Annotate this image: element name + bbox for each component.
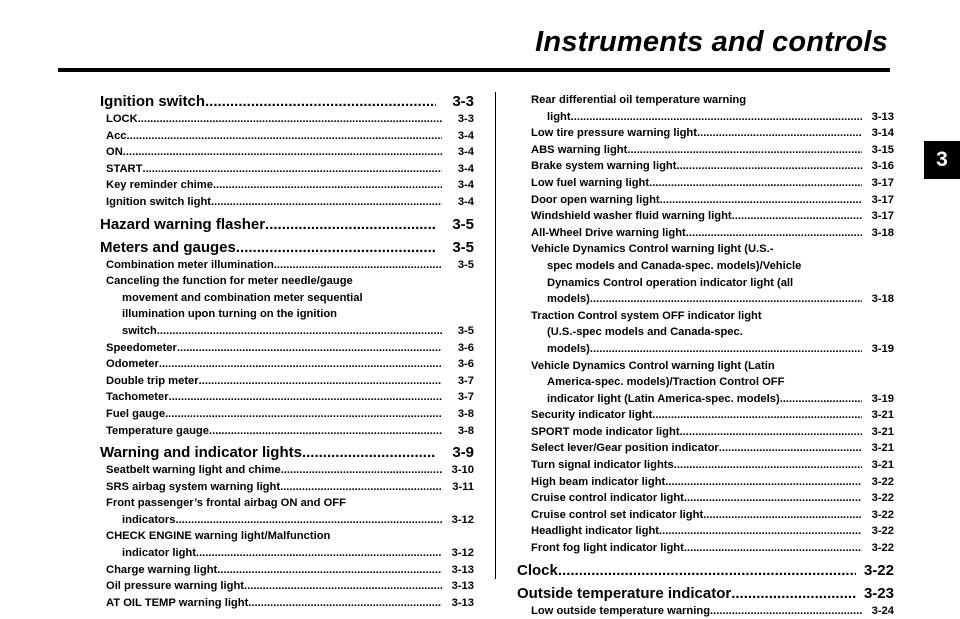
dot-leader xyxy=(558,561,856,580)
toc-entry-title: illumination upon turning on the ignition xyxy=(122,308,338,321)
dot-leader xyxy=(175,512,442,529)
toc-entry-title: Vehicle Dynamics Control warning light (Latin xyxy=(531,359,775,372)
toc-page-number: 3-23 xyxy=(863,584,894,602)
dot-leader xyxy=(731,584,856,603)
toc-entry[interactable] xyxy=(517,175,894,192)
toc-entry[interactable] xyxy=(517,241,894,307)
toc-page-number: 3-3 xyxy=(452,93,474,110)
toc-page-number: 3-6 xyxy=(457,341,474,354)
toc-entry-title: light xyxy=(547,110,571,123)
toc-page-number: 3-11 xyxy=(452,480,474,493)
toc-entry-title: spec models and Canada-spec. models)/Vehicle xyxy=(547,259,802,272)
toc-page-number: 3-19 xyxy=(871,342,894,355)
toc-entry[interactable] xyxy=(100,373,474,390)
dot-leader xyxy=(138,111,442,128)
toc-entry[interactable] xyxy=(100,144,474,161)
toc-entry-title: Meters and gauges xyxy=(100,238,236,256)
toc-page-number: 3-21 xyxy=(871,409,894,422)
toc-page-number: 3-19 xyxy=(871,392,894,405)
toc-entry[interactable] xyxy=(517,92,894,125)
dot-leader xyxy=(684,490,862,507)
toc-page-number: 3-22 xyxy=(871,542,894,555)
toc-entry[interactable] xyxy=(100,177,474,194)
toc-entry-title: Oil pressure warning light xyxy=(106,580,245,593)
toc-entry[interactable] xyxy=(100,111,474,128)
toc-entry-title: Combination meter illumination xyxy=(106,258,274,271)
toc-entry-title: switch xyxy=(122,324,157,337)
toc-page-number: 3-3 xyxy=(457,113,474,125)
toc-entry-title: CHECK ENGINE warning light/Malfunction xyxy=(106,530,331,543)
toc-entry[interactable] xyxy=(517,490,894,507)
toc-entry[interactable] xyxy=(517,308,894,358)
toc-entry-title: Front passenger’s frontal airbag ON and OFF xyxy=(106,497,346,510)
toc-entry-title: (U.S.-spec models and Canada-spec. xyxy=(547,326,743,339)
toc-page-number: 3-17 xyxy=(871,193,894,206)
toc-entry-title: Fuel gauge xyxy=(106,407,166,420)
toc-page-number: 3-16 xyxy=(871,160,894,173)
header-divider xyxy=(58,68,890,72)
toc-entry-title: models) xyxy=(547,342,590,355)
toc-page-number: 3-22 xyxy=(871,475,894,488)
toc-page-number: 3-13 xyxy=(871,110,894,123)
toc-entry-title: Front fog light indicator light xyxy=(531,542,684,555)
toc-entry[interactable] xyxy=(100,443,474,462)
toc-entry-title: Hazard warning flasher xyxy=(100,215,266,233)
dot-leader xyxy=(703,507,862,524)
toc-entry-title: Low outside temperature warning xyxy=(531,604,711,617)
toc-page-number: 3-5 xyxy=(457,324,474,337)
dot-leader xyxy=(680,424,862,441)
dot-leader xyxy=(142,161,442,178)
dot-leader xyxy=(652,407,862,424)
toc-entry[interactable] xyxy=(100,406,474,423)
toc-entry[interactable] xyxy=(517,192,894,209)
dot-leader xyxy=(665,474,862,491)
toc-entry-title: Door open warning light xyxy=(531,193,660,206)
toc-entry[interactable] xyxy=(100,215,474,234)
toc-entry[interactable] xyxy=(517,507,894,524)
toc-page-number: 3-4 xyxy=(457,129,474,142)
toc-entry[interactable] xyxy=(100,161,474,178)
toc-entry[interactable] xyxy=(100,273,474,339)
dot-leader xyxy=(265,215,436,234)
toc-page-number: 3-7 xyxy=(457,374,474,387)
toc-entry[interactable] xyxy=(100,340,474,357)
toc-entry-title: Vehicle Dynamics Control warning light (U.S.- xyxy=(531,243,774,256)
toc-page-number: 3-4 xyxy=(457,179,474,192)
toc-entry-title: Cruise control set indicator light xyxy=(531,508,704,521)
toc-page-number: 3-12 xyxy=(451,547,474,560)
dot-leader xyxy=(123,144,442,161)
dot-leader xyxy=(674,457,862,474)
dot-leader xyxy=(627,142,862,159)
toc-page-number: 3-22 xyxy=(871,492,894,505)
toc-page-number: 3-21 xyxy=(871,459,894,472)
toc-entry-title: indicator light (Latin America-spec. models) xyxy=(547,392,780,405)
toc-entry[interactable] xyxy=(100,194,474,211)
dot-leader xyxy=(177,340,442,357)
toc-entry[interactable] xyxy=(100,595,474,612)
dot-leader xyxy=(686,225,862,242)
dot-leader xyxy=(199,373,442,390)
toc-page-number: 3-15 xyxy=(871,143,894,156)
toc-entry-title: Charge warning light xyxy=(106,563,218,576)
toc-entry-title: Speedometer xyxy=(106,341,177,354)
toc-page-number: 3-21 xyxy=(871,425,894,438)
toc-page-number: 3-4 xyxy=(457,146,474,159)
dot-leader xyxy=(209,423,442,440)
dot-leader xyxy=(780,391,862,408)
toc-entry-title: Brake system warning light xyxy=(531,160,677,173)
dot-leader xyxy=(217,562,442,579)
column-divider xyxy=(495,92,496,579)
toc-entry[interactable] xyxy=(517,440,894,457)
dot-leader xyxy=(302,443,436,462)
toc-entry[interactable] xyxy=(100,423,474,440)
toc-entry-title: START xyxy=(106,162,143,175)
dot-leader xyxy=(280,479,442,496)
toc-entry[interactable] xyxy=(517,358,894,408)
toc-entry-title: Warning and indicator lights xyxy=(100,444,302,462)
toc-entry[interactable] xyxy=(517,208,894,225)
toc-entry[interactable] xyxy=(100,128,474,145)
toc-page-number: 3-13 xyxy=(451,580,474,593)
toc-page-number: 3-12 xyxy=(451,513,474,526)
toc-page-number: 3-5 xyxy=(452,215,474,233)
toc-entry-title: Acc xyxy=(106,129,127,142)
toc-page-number: 3-5 xyxy=(452,238,474,256)
toc-entry[interactable] xyxy=(517,540,894,557)
dot-leader xyxy=(684,540,862,557)
toc-entry[interactable] xyxy=(100,238,474,257)
toc-entry-title: All-Wheel Drive warning light xyxy=(531,226,686,239)
toc-entry-title: Clock xyxy=(517,561,558,579)
dot-leader xyxy=(732,208,862,225)
toc-entry-title: SPORT mode indicator light xyxy=(531,425,680,438)
toc-entry-title: Tachometer xyxy=(106,391,169,404)
toc-entry-title: Traction Control system OFF indicator light xyxy=(531,309,762,322)
dot-leader xyxy=(157,323,442,340)
toc-page-number: 3-22 xyxy=(863,561,894,579)
toc-entry-title: indicator light xyxy=(122,547,196,560)
toc-entry-title: models) xyxy=(547,293,590,306)
toc-entry[interactable] xyxy=(517,474,894,491)
dot-leader xyxy=(211,194,442,211)
dot-leader xyxy=(590,291,862,308)
toc-entry-title: Seatbelt warning light and chime xyxy=(106,464,281,477)
dot-leader xyxy=(159,356,442,373)
toc-page-number: 3-7 xyxy=(457,391,474,404)
toc-page-number: 3-8 xyxy=(457,407,474,420)
toc-entry[interactable] xyxy=(517,125,894,142)
toc-entry[interactable] xyxy=(100,92,474,111)
toc-entry-title: indicators xyxy=(122,513,176,526)
toc-page-number: 3-5 xyxy=(457,258,474,271)
toc-page-number: 3-6 xyxy=(457,358,474,371)
section-title: Instruments and controls xyxy=(535,26,888,58)
toc-entry[interactable] xyxy=(517,158,894,175)
toc-entry[interactable] xyxy=(100,257,474,274)
dot-leader xyxy=(659,523,862,540)
dot-leader xyxy=(169,389,442,406)
toc-entry-title: Ignition switch light xyxy=(106,195,212,208)
toc-page-number: 3-4 xyxy=(457,195,474,208)
toc-entry-title: Odometer xyxy=(106,358,159,371)
toc-entry[interactable] xyxy=(517,407,894,424)
toc-column-right xyxy=(517,92,894,619)
toc-page-number: 3-13 xyxy=(451,563,474,576)
toc-entry-title: Cruise control indicator light xyxy=(531,492,684,505)
dot-leader xyxy=(205,92,436,111)
toc-entry-title: Security indicator light xyxy=(531,409,653,422)
toc-entry[interactable] xyxy=(517,523,894,540)
dot-leader xyxy=(719,440,862,457)
chapter-number: 3 xyxy=(936,148,948,171)
dot-leader xyxy=(236,238,436,257)
dot-leader xyxy=(244,578,442,595)
toc-entry-title: Rear differential oil temperature warning xyxy=(531,94,747,106)
toc-page-number: 3-10 xyxy=(451,464,474,477)
toc-entry[interactable] xyxy=(517,584,894,603)
toc-entry[interactable] xyxy=(100,495,474,528)
toc-entry-title: Canceling the function for meter needle/gauge xyxy=(106,275,353,288)
toc-entry-title: Double trip meter xyxy=(106,374,199,387)
toc-page-number: 3-17 xyxy=(871,176,894,189)
dot-leader xyxy=(127,128,442,145)
dot-leader xyxy=(660,192,862,209)
toc-entry[interactable] xyxy=(100,562,474,579)
toc-entry-title: Key reminder chime xyxy=(106,179,213,192)
dot-leader xyxy=(248,595,442,612)
toc-page-number: 3-13 xyxy=(451,596,474,609)
toc-entry[interactable] xyxy=(100,462,474,479)
toc-entry-title: Low tire pressure warning light xyxy=(531,127,697,140)
dot-leader xyxy=(676,158,862,175)
toc-page-number: 3-17 xyxy=(871,210,894,223)
dot-leader xyxy=(590,341,862,358)
dot-leader xyxy=(649,175,862,192)
dot-leader xyxy=(274,257,442,274)
toc-entry-title: Select lever/Gear position indicator xyxy=(531,442,719,455)
toc-entry-title: Temperature gauge xyxy=(106,424,209,437)
toc-entry[interactable] xyxy=(100,356,474,373)
dot-leader xyxy=(213,177,442,194)
toc-entry[interactable] xyxy=(100,528,474,561)
toc-entry-title: America-spec. models)/Traction Control OFF xyxy=(547,376,785,389)
toc-entry-title: Windshield washer fluid warning light xyxy=(531,210,732,223)
toc-entry-title: ON xyxy=(106,146,123,159)
toc-entry[interactable] xyxy=(517,457,894,474)
toc-entry-title: High beam indicator light xyxy=(531,475,666,488)
toc-page-number: 3-4 xyxy=(457,162,474,175)
toc-page-number: 3-18 xyxy=(871,226,894,239)
toc-entry[interactable] xyxy=(100,389,474,406)
dot-leader xyxy=(165,406,442,423)
dot-leader xyxy=(281,462,442,479)
chapter-tab[interactable] xyxy=(924,141,960,179)
toc-page-number: 3-22 xyxy=(871,525,894,538)
toc-page-number: 3-8 xyxy=(457,424,474,437)
toc-entry-title: Ignition switch xyxy=(100,93,205,110)
toc-page-number: 3-9 xyxy=(452,444,474,462)
dot-leader xyxy=(571,109,862,126)
toc-entry-title: ABS warning light xyxy=(531,143,628,156)
toc-entry[interactable] xyxy=(517,561,894,580)
toc-page-number: 3-14 xyxy=(871,127,894,140)
toc-entry-title: Outside temperature indicator xyxy=(517,584,732,602)
toc-page-number: 3-18 xyxy=(871,293,894,306)
toc-entry-title: movement and combination meter sequential xyxy=(122,291,363,304)
dot-leader xyxy=(697,125,862,142)
toc-page-number: 3-24 xyxy=(871,604,894,617)
toc-entry[interactable] xyxy=(100,578,474,595)
dot-leader xyxy=(196,545,442,562)
toc-entry-title: Dynamics Control operation indicator light (all xyxy=(547,276,794,289)
toc-column-left xyxy=(100,92,474,611)
toc-entry-title: LOCK xyxy=(106,113,138,125)
toc-entry-title: Turn signal indicator lights xyxy=(531,459,674,472)
toc-page-number: 3-21 xyxy=(871,442,894,455)
toc-entry-title: AT OIL TEMP warning light xyxy=(106,596,249,609)
toc-page-number: 3-22 xyxy=(871,508,894,521)
toc-entry-title: SRS airbag system warning light xyxy=(106,480,281,493)
toc-entry[interactable] xyxy=(517,424,894,441)
toc-entry-title: Headlight indicator light xyxy=(531,525,660,538)
toc-entry[interactable] xyxy=(517,142,894,159)
toc-entry[interactable] xyxy=(100,479,474,496)
toc-entry[interactable] xyxy=(517,225,894,242)
toc-entry-title: Low fuel warning light xyxy=(531,176,650,189)
